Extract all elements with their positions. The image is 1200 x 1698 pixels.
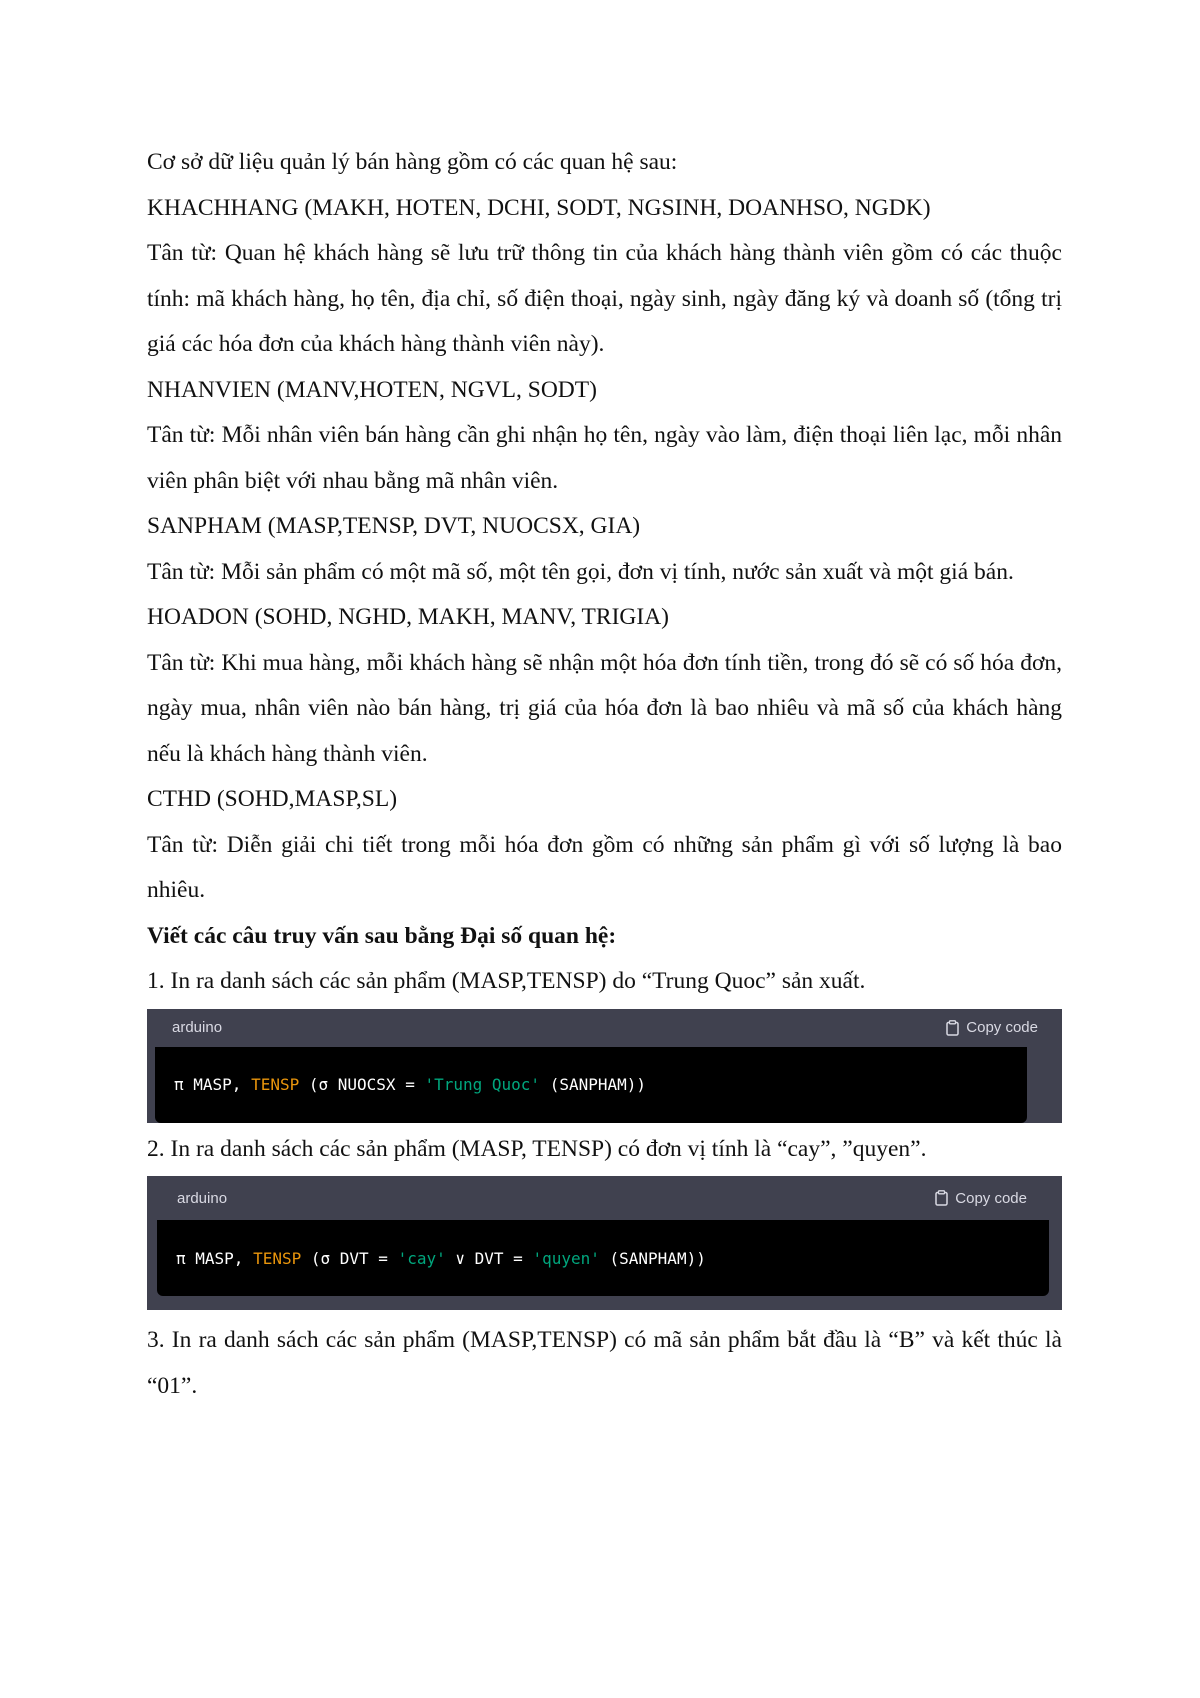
relation-schema-nhanvien: NHANVIEN (MANV,HOTEN, NGVL, SODT): [147, 376, 597, 403]
clipboard-icon: [946, 1020, 959, 1036]
relation-description-nhanvien: Tân từ: Mỗi nhân viên bán hàng cần ghi nhận họ tên, ngày vào làm, điện thoại liên lạc, mỗi nhân viên phân biệt với nhau bằng mã nhân viên.: [147, 422, 1062, 494]
code-token: ∨ DVT =: [445, 1248, 533, 1268]
code-token: π MASP,: [176, 1248, 254, 1268]
code-language-label: arduino: [172, 1019, 223, 1036]
relation-schema-sanpham: SANPHAM (MASP,TENSP, DVT, NUOCSX, GIA): [147, 513, 641, 539]
code-token: TENSP: [251, 1075, 300, 1094]
code-token: 'Trung Quoc': [424, 1075, 541, 1094]
code-token: (σ NUOCSX =: [299, 1075, 425, 1094]
code-language-label: arduino: [177, 1189, 228, 1207]
relation-description-hoadon: Tân từ: Khi mua hàng, mỗi khách hàng sẽ nhận một hóa đơn tính tiền, trong đó sẽ có số hóa đơn, ngày mua, nhân viên nào bán hàng, trị giá của hóa đơn là bao nhiêu và mã số của khách hàng nếu là khách hàng thành viên.: [147, 649, 1062, 767]
section-heading: Viết các câu truy vấn sau bằng Đại số quan hệ:: [147, 922, 617, 949]
code-token: 'cay': [397, 1248, 446, 1268]
document-page: [147, 140, 1062, 1409]
question-2: 2. In ra danh sách các sản phẩm (MASP, TENSP) có đơn vị tính là “cay”, ”quyen”.: [147, 1135, 927, 1162]
question-1: 1. In ra danh sách các sản phẩm (MASP,TENSP) do “Trung Quoc” sản xuất.: [147, 968, 866, 994]
copy-code-label: Copy code: [966, 1019, 1038, 1036]
relation-description-cthd: Tân từ: Diễn giải chi tiết trong mỗi hóa đơn gồm có những sản phẩm gì với số lượng là bao nhiêu.: [147, 831, 1062, 903]
code-token: π MASP,: [174, 1075, 252, 1094]
code-token: 'quyen': [532, 1248, 600, 1268]
code-token: (σ DVT =: [301, 1248, 398, 1268]
relation-description-khachhang: Tân từ: Quan hệ khách hàng sẽ lưu trữ thông tin của khách hàng thành viên gồm có các thuộc tính: mã khách hàng, họ tên, địa chỉ, số điện thoại, ngày sinh, ngày đăng ký và doanh số (tổng trị giá các hóa đơn của khách hàng thành viên này).: [147, 240, 1062, 357]
clipboard-icon: [935, 1190, 948, 1206]
code-token: TENSP: [253, 1248, 302, 1268]
code-block-header: [147, 1176, 1062, 1220]
question-3: 3. In ra danh sách các sản phẩm (MASP,TENSP) có mã sản phẩm bắt đầu là “B” và kết thúc là “01”.: [147, 1327, 1062, 1399]
relation-schema-hoadon: HOADON (SOHD, NGHD, MAKH, MANV, TRIGIA): [147, 604, 670, 630]
code-token: (SANPHAM)): [599, 1248, 706, 1268]
copy-code-button[interactable]: [946, 1019, 1038, 1036]
relation-schema-cthd: CTHD (SOHD,MASP,SL): [147, 786, 398, 812]
relation-description-sanpham: Tân từ: Mỗi sản phẩm có một mã số, một tên gọi, đơn vị tính, nước sản xuất và một giá bán.: [147, 558, 1014, 585]
code-content: [155, 1047, 1027, 1123]
code-token: (SANPHAM)): [540, 1075, 647, 1094]
code-block-header: [147, 1009, 1062, 1047]
code-block-1: [147, 1009, 1062, 1123]
relation-schema-khachhang: KHACHHANG (MAKH, HOTEN, DCHI, SODT, NGSINH, DOANHSO, NGDK): [147, 194, 931, 221]
code-block-2: [147, 1176, 1062, 1310]
copy-code-label: Copy code: [955, 1189, 1027, 1207]
code-content: [157, 1220, 1049, 1296]
copy-code-button[interactable]: [935, 1190, 1027, 1207]
intro-text: Cơ sở dữ liệu quản lý bán hàng gồm có các quan hệ sau:: [147, 149, 678, 175]
